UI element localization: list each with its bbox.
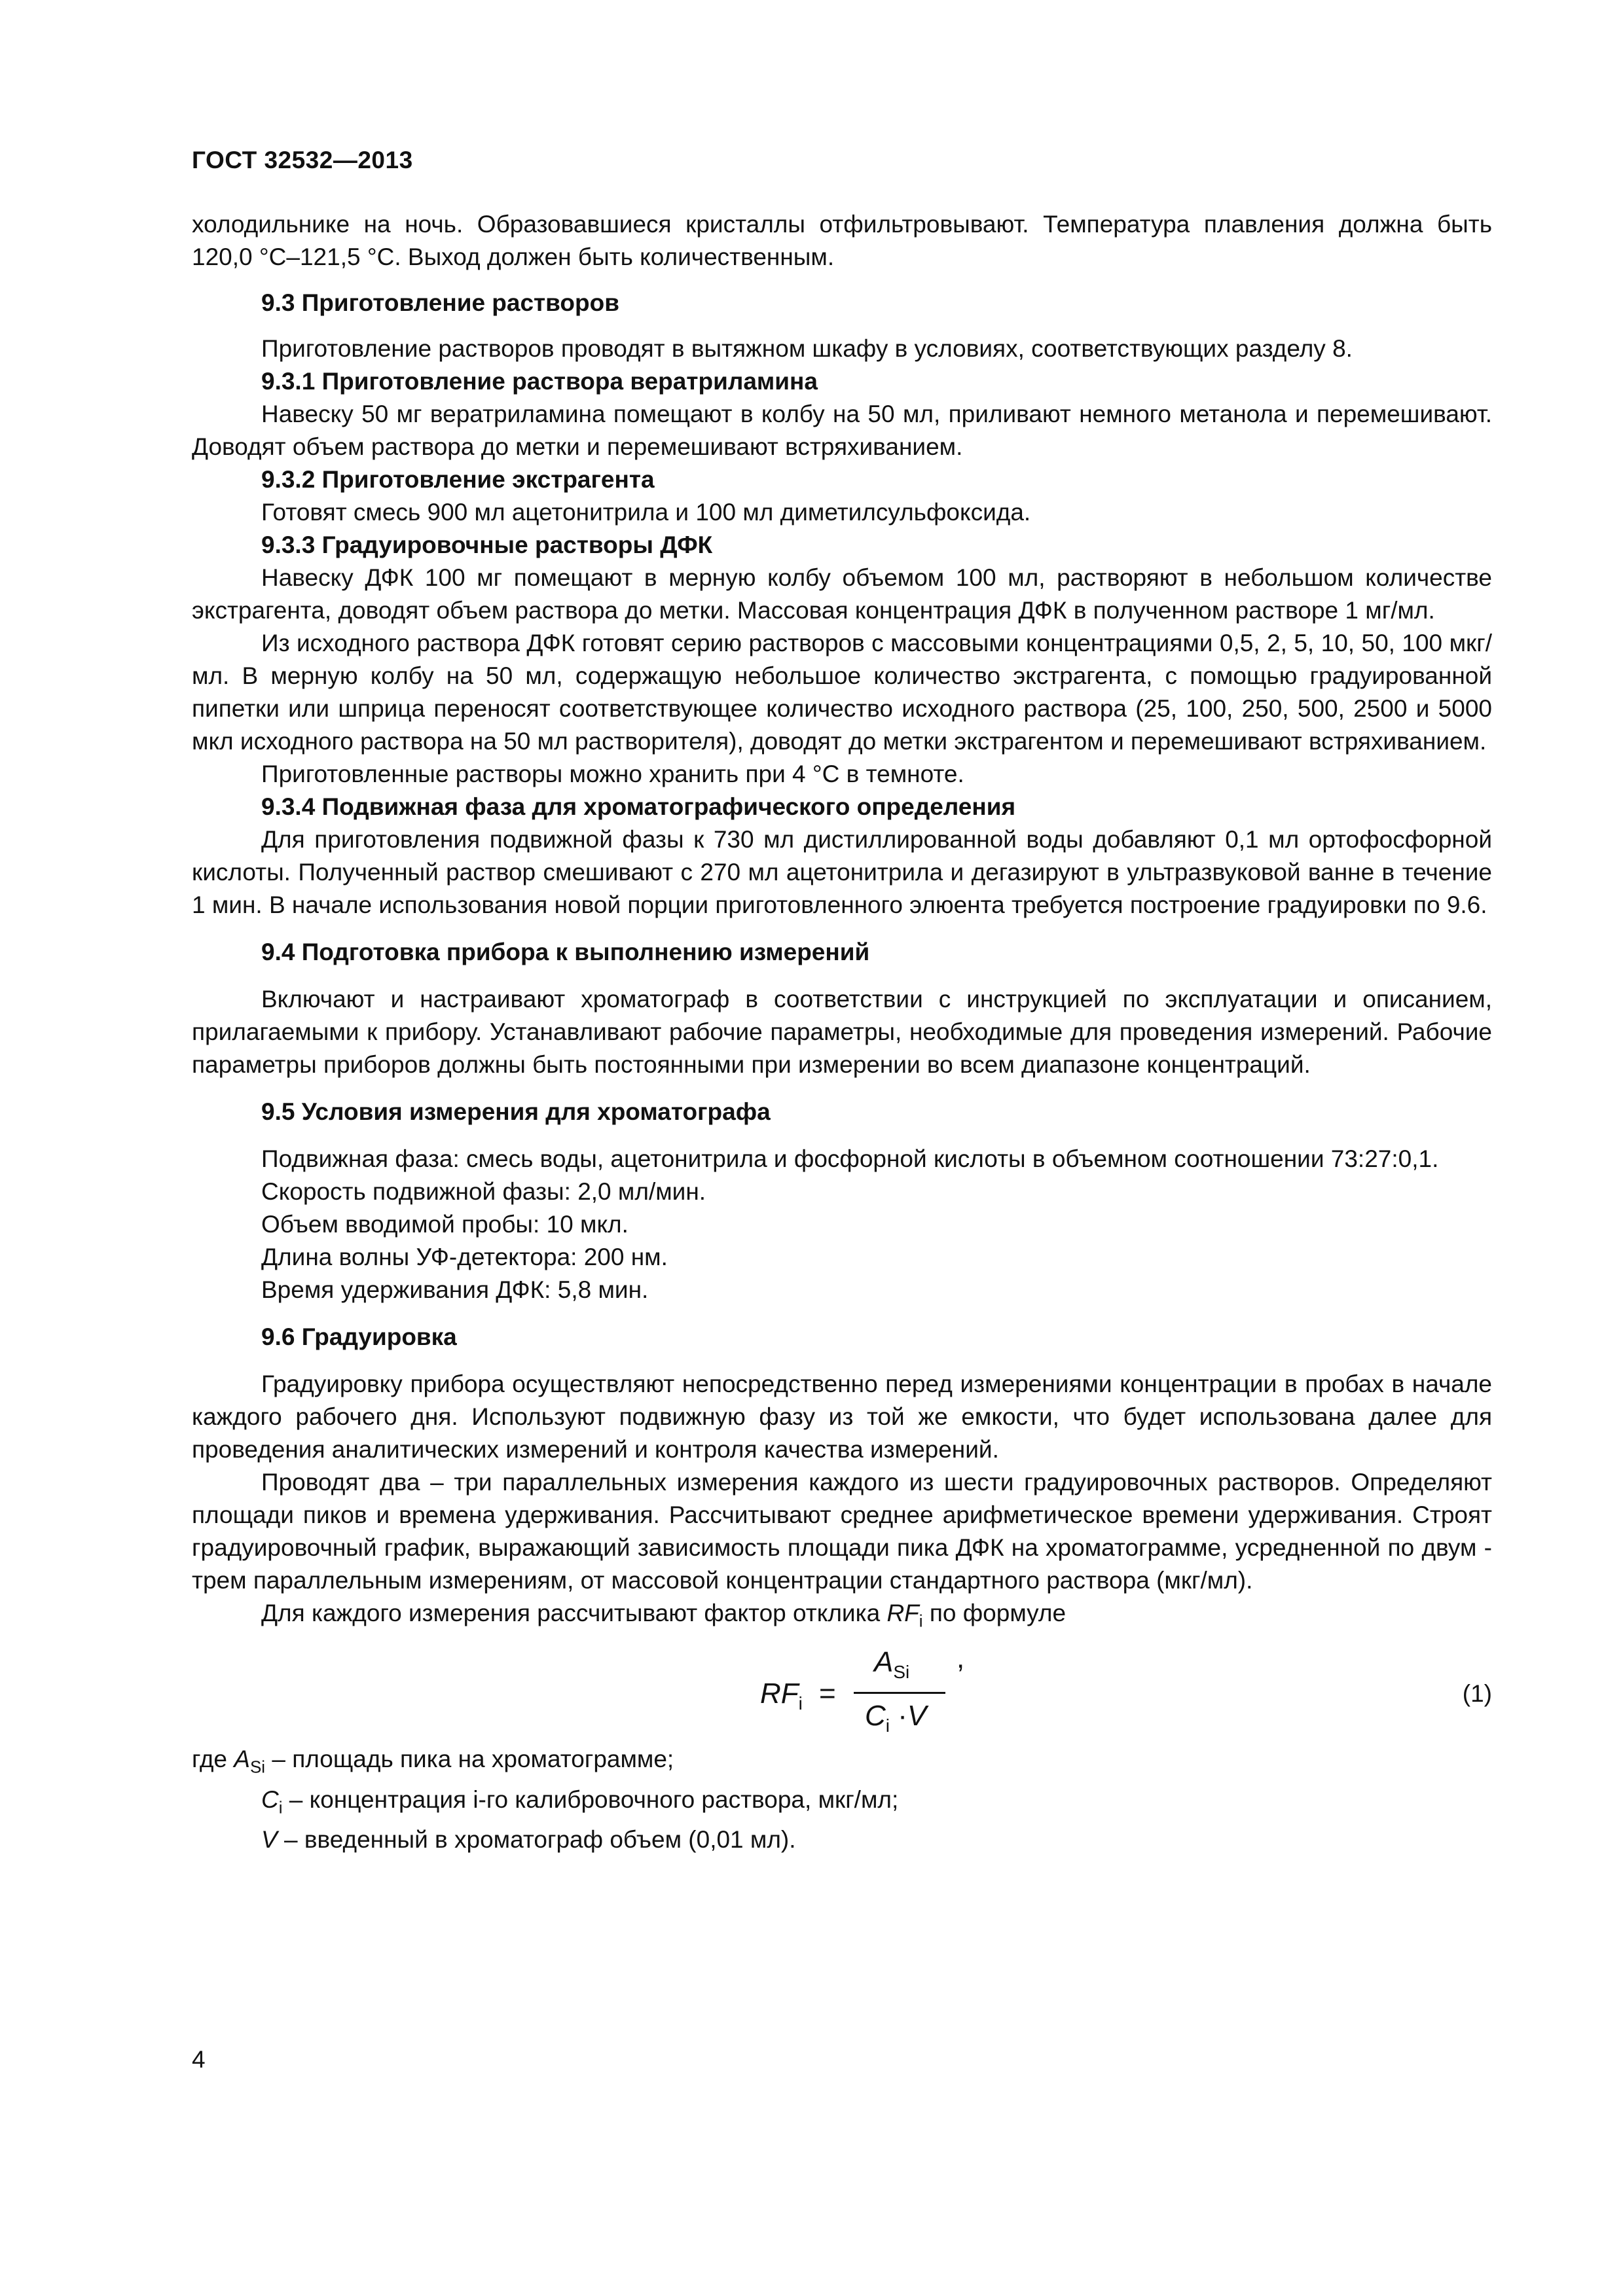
condition-line: Время удерживания ДФК: 5,8 мин. xyxy=(261,1276,649,1303)
paragraph: Для приготовления подвижной фазы к 730 мл дистиллированной воды добавляют 0,1 мл ортофосфорной кислоты. Полученный раствор смешивают с 270 мл ацетонитрила и дегазируют в ультразвуковой ванне в течение 1 мин. В начале использования новой порции приготовленного элюента требуется построение градуировки по 9.6. xyxy=(192,826,1492,918)
paragraph: Проводят два – три параллельных измерения каждого из шести градуировочных растворов. Определяют площади пиков и времена удерживания. Рассчитывают среднее арифметическое времени удерживания. Строят градуировочный график, выражающий зависимость площади пика ДФК на хроматограмме, усредненной по двум - трем параллельным измерениям, от массовой концентрации стандартного раствора (мкг/мл). xyxy=(192,1469,1492,1594)
formula-lhs: $RF_i$ xyxy=(760,1677,803,1714)
paragraph: Навеску 50 мг вератриламина помещают в колбу на 50 мл, приливают немного метанола и перемешивают. Доводят объем раствора до метки и перемешивают встряхиванием. xyxy=(192,401,1492,460)
section-heading-9-5: 9.5 Условия измерения для хроматографа xyxy=(261,1098,771,1125)
subsection-heading-9-3-4: 9.3.4 Подвижная фаза для хроматографического определения xyxy=(261,793,1016,820)
paragraph: Из исходного раствора ДФК готовят серию растворов с массовыми концентрациями 0,5, 2, 5, 10, 50, 100 мкг/мл. В мерную колбу на 50 мл, содержащую небольшое количество экстрагента, с помощью градуированной пипетки или шприца переносят соответствующее количество исходного раствора (25, 100, 250, 500, 2500 и 5000 мкл исходного раствора на 50 мл растворителя), доводят до метки экстрагентом и перемешивают встряхиванием. xyxy=(192,630,1492,755)
fraction-bar xyxy=(854,1692,945,1694)
paragraph: Приготовление растворов проводят в вытяжном шкафу в условиях, соответствующих разделу 8. xyxy=(261,335,1353,362)
paragraph: Навеску ДФК 100 мг помещают в мерную колбу объемом 100 мл, растворяют в небольшом количестве экстрагента, доводят объем раствора до метки. Массовая концентрация ДФК в полученном растворе 1 мг/мл. xyxy=(192,564,1492,624)
paragraph: Включают и настраивают хроматограф в соответствии с инструкцией по эксплуатации и описанием, прилагаемыми к прибору. Устанавливают рабочие параметры, необходимые для проведения измерений. Рабочие параметры приборов должны быть постоянными при измерении во всем диапазоне концентраций. xyxy=(192,986,1492,1078)
formula-block xyxy=(192,1642,1492,1743)
page-number: 4 xyxy=(192,2046,206,2073)
document-header: ГОСТ 32532—2013 xyxy=(192,147,413,173)
text-run: Для каждого измерения рассчитывают фактор отклика xyxy=(261,1600,887,1626)
paragraph: Градуировку прибора осуществляют непосредственно перед измерениями концентрации в пробах в начале каждого рабочего дня. Используют подвижную фазу из той же емкости, что будет использована далее для проведения аналитических измерений и контроля качества измерений. xyxy=(192,1371,1492,1463)
formula-variable: RF xyxy=(886,1600,919,1626)
paragraph-formula-intro xyxy=(192,1597,1492,1637)
subsection-heading-9-3-3: 9.3.3 Градуировочные растворы ДФК xyxy=(261,531,713,558)
paragraph-continuation: холодильнике на ночь. Образовавшиеся кристаллы отфильтровывают. Температура плавления должна быть 120,0 °С–121,5 °С. Выход должен быть количественным. xyxy=(192,211,1492,270)
section-heading-9-6: 9.6 Градуировка xyxy=(261,1323,457,1350)
paragraph: Готовят смесь 900 мл ацетонитрила и 100 мл диметилсульфоксида. xyxy=(261,499,1031,526)
section-heading-9-3: 9.3 Приготовление растворов xyxy=(261,289,619,316)
condition-line: Скорость подвижной фазы: 2,0 мл/мин. xyxy=(261,1178,706,1205)
paragraph: Подвижная фаза: смесь воды, ацетонитрила и фосфорной кислоты в объемном соотношении 73:27:0,1. xyxy=(261,1145,1439,1172)
condition-line: Длина волны УФ-детектора: 200 нм. xyxy=(261,1244,668,1270)
formula-equals: = xyxy=(819,1677,836,1710)
legend-line-c: $C_i$ – концентрация i-го калибровочного раствора, мкг/мл; xyxy=(261,1785,899,1818)
document-body xyxy=(192,208,1492,1856)
condition-line: Объем вводимой пробы: 10 мкл. xyxy=(261,1211,629,1238)
formula-subscript: i xyxy=(919,1611,923,1631)
legend-line-a: где $A_{Si}$ – площадь пика на хроматограмме; xyxy=(192,1746,674,1777)
legend-line-v: V – введенный в хроматограф объем (0,01 мл). xyxy=(261,1826,796,1854)
subsection-heading-9-3-2: 9.3.2 Приготовление экстрагента xyxy=(261,466,655,493)
formula-rf xyxy=(760,1642,1022,1743)
paragraph: Приготовленные растворы можно хранить при 4 °С в темноте. xyxy=(261,761,964,787)
text-run: по формуле xyxy=(922,1600,1067,1626)
formula-comma: , xyxy=(957,1642,965,1675)
section-heading-9-4: 9.4 Подготовка прибора к выполнению измерений xyxy=(261,939,870,965)
formula-denominator: $C_i \cdot V$ xyxy=(865,1700,927,1736)
subsection-heading-9-3-1: 9.3.1 Приготовление раствора вератриламина xyxy=(261,368,818,395)
formula-number: (1) xyxy=(1462,1680,1492,1708)
formula-numerator: $A_{Si}$ xyxy=(874,1646,910,1683)
